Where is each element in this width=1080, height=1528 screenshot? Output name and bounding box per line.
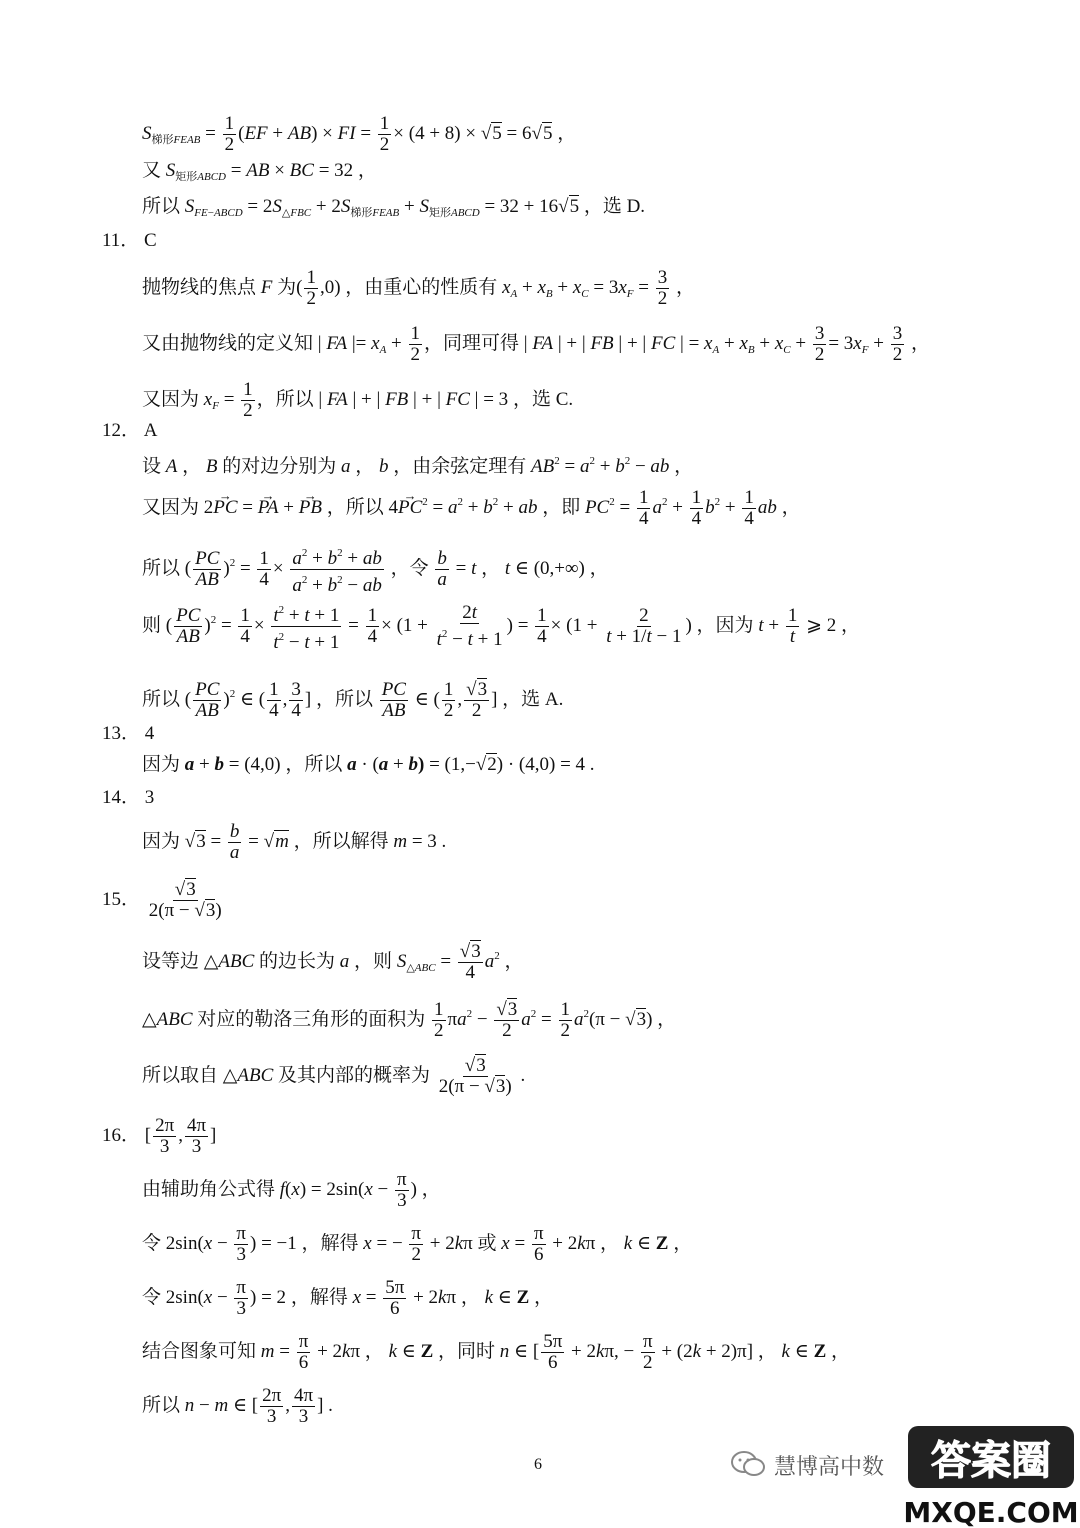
q15-line-1: 设等边 △ABC 的边长为 a ，则 $S_{\triangle ABC}$ = $\frac{√3}{4}$ $a^2$ ， (142, 941, 524, 983)
watermark (718, 1412, 1080, 1528)
q13-line-1: 因为 a + b = (4,0) ，所以 a · (a + b) = (1,−√2) · (4,0) = 4 . (142, 754, 595, 775)
page-number: 6 (534, 1456, 542, 1473)
q16-line-1: 由辅助角公式得 f(x) = 2sin(x − $\frac{\pi}{3}$ ) ， (142, 1169, 441, 1211)
q12-line-2: 又因为 2→ PC = → PA + → PB ，所以 $4\to PC^2 = a^2 + b^2$ + ab ，即 $PC^2$ = $\frac{1}{4}$ $a^2$ + $\frac{1}{4}$ $b^2$ + $\frac{1}{4}$ ab ， (142, 488, 801, 529)
wechat-account-name: 慧博高中数 (774, 1455, 885, 1480)
q11-line-3: 又因为 $x_F$ = $\frac{1}{2}$ ，所以 | FA | + | FB | + | FC | = 3 ，选 C. (142, 379, 574, 421)
q12-line-4: 则 ( $\frac{PC}{AB}$ )$^2$ = $\frac{1}{4}$ × $\frac{t^2 + t + 1}{t^2 - t + 1}$ = $\frac{1}{4}$ × (1 + $\frac{2t}{t^2 - t + 1}$ ) = $\frac{1}{4}$ × (1 + $\frac{2}{t + 1/t - 1}$ ) ，因为 t + $\frac{1}{t}$ ⩾ 2 ， (142, 602, 860, 653)
answer-15: 15． $\frac{√3}{2(\pi - √3)}$ (102, 879, 222, 921)
wechat-icon (730, 1450, 768, 1478)
answer-13: 13． 4 (102, 723, 155, 744)
q12-line-3: 所以 ( $\frac{PC}{AB}$ )$^2$ = $\frac{1}{4}$ × $\frac{a^2 + b^2 + ab}{a^2 + b^2 - ab}$ ，令 $\frac{b}{a}$ = t ， t ∈ (0,+∞) ， (142, 543, 609, 596)
svg-text:答案圈: 答案圈 (931, 1438, 1051, 1484)
line-trapezoid-area: $S_{梯形FEAB}$ = $\frac{1}{2}$ (EF + AB) × FI = $\frac{1}{2}$ × (4 + 8) × √5 = 6√5 ， (142, 113, 577, 155)
q14-line-1: 因为 √3 = $\frac{b}{a}$ = √m ，所以解得 m = 3 . (142, 821, 447, 863)
q16-line-2: 令 2sin(x − $\frac{\pi}{3}$ ) = −1 ，解得 x = − $\frac{\pi}{2}$ + 2kπ 或 x = $\frac{\pi}{6}$ + 2kπ ， k ∈ Z ， (142, 1223, 693, 1265)
q12-line-1: 设 A ， B 的对边分别为 a ， b ，由余弦定理有 $AB^2 = a^2 + b^2$ − ab ， (142, 455, 694, 477)
answer-14: 14． 3 (102, 787, 155, 808)
q12-line-5: 所以 ( $\frac{PC}{AB}$ )$^2$ ∈ ( $\frac{1}{4}$ , $\frac{3}{4}$ ] ，所以 $\frac{PC}{AB}$ ∈ ( $\frac{1}{2}$ , $\frac{√3}{2}$ ] ，选 A. (142, 679, 564, 721)
answer-circle-logo (902, 1412, 1080, 1528)
answer-11: 11． C (102, 230, 157, 251)
q16-line-3: 令 2sin(x − $\frac{\pi}{3}$ ) = 2 ，解得 x = $\frac{5\pi}{6}$ + 2kπ ， k ∈ Z ， (142, 1277, 554, 1319)
q15-line-2: △ABC 对应的勒洛三角形的面积为 $\frac{1}{2}$ $\pi a^2$ − $\frac{√3}{2}$ $a^2$ = $\frac{1}{2}$ $a^2(\pi - √3)$ ， (142, 999, 677, 1041)
answer-16: 16． [ $\frac{2\pi}{3}$ , $\frac{4\pi}{3}$ ] (102, 1115, 217, 1157)
line-rect-area: 又 $S_{矩形ABCD}$ = AB × BC = 32 ， (142, 160, 377, 183)
q11-line-1: 抛物线的焦点 F 为( $\frac{1}{2}$ ,0) ，由重心的性质有 $x_A + x_B + x_C = 3x_F$ = $\frac{3}{2}$ ， (142, 267, 695, 309)
q16-line-5: 所以 n − m ∈ [ $\frac{2\pi}{3}$ , $\frac{4\pi}{3}$ ] . (142, 1385, 333, 1427)
answer-12: 12． A (102, 420, 158, 441)
line-total-area: 所以 $S_{FE-ABCD} = 2S_{\triangle FBC} + 2S_{梯形FEAB} + S_{矩形ABCD} = 32 + 16√5$ ，选 D. (142, 196, 646, 219)
q11-line-2: 又由抛物线的定义知 | FA |= $x_A$ + $\frac{1}{2}$ ，同理可得 | FA | + | FB | + | FC | = $x_A + x_B + x_C$ + $\frac{3}{2}$ = $3x_F$ + $\frac{3}{2}$ ， (142, 323, 930, 365)
q15-line-3: 所以取自 △ABC 及其内部的概率为 $\frac{√3}{2(\pi - √3)}$ . (142, 1055, 526, 1097)
q16-line-4: 结合图象可知 m = $\frac{\pi}{6}$ + 2kπ ， k ∈ Z ，同时 n ∈ [ $\frac{5\pi}{6}$ + 2kπ, − $\frac{\pi}{2}$ + (2k + 2)π] ， k ∈ Z ， (142, 1331, 851, 1373)
svg-text:MXQE.COM: MXQE.COM (903, 1496, 1079, 1528)
